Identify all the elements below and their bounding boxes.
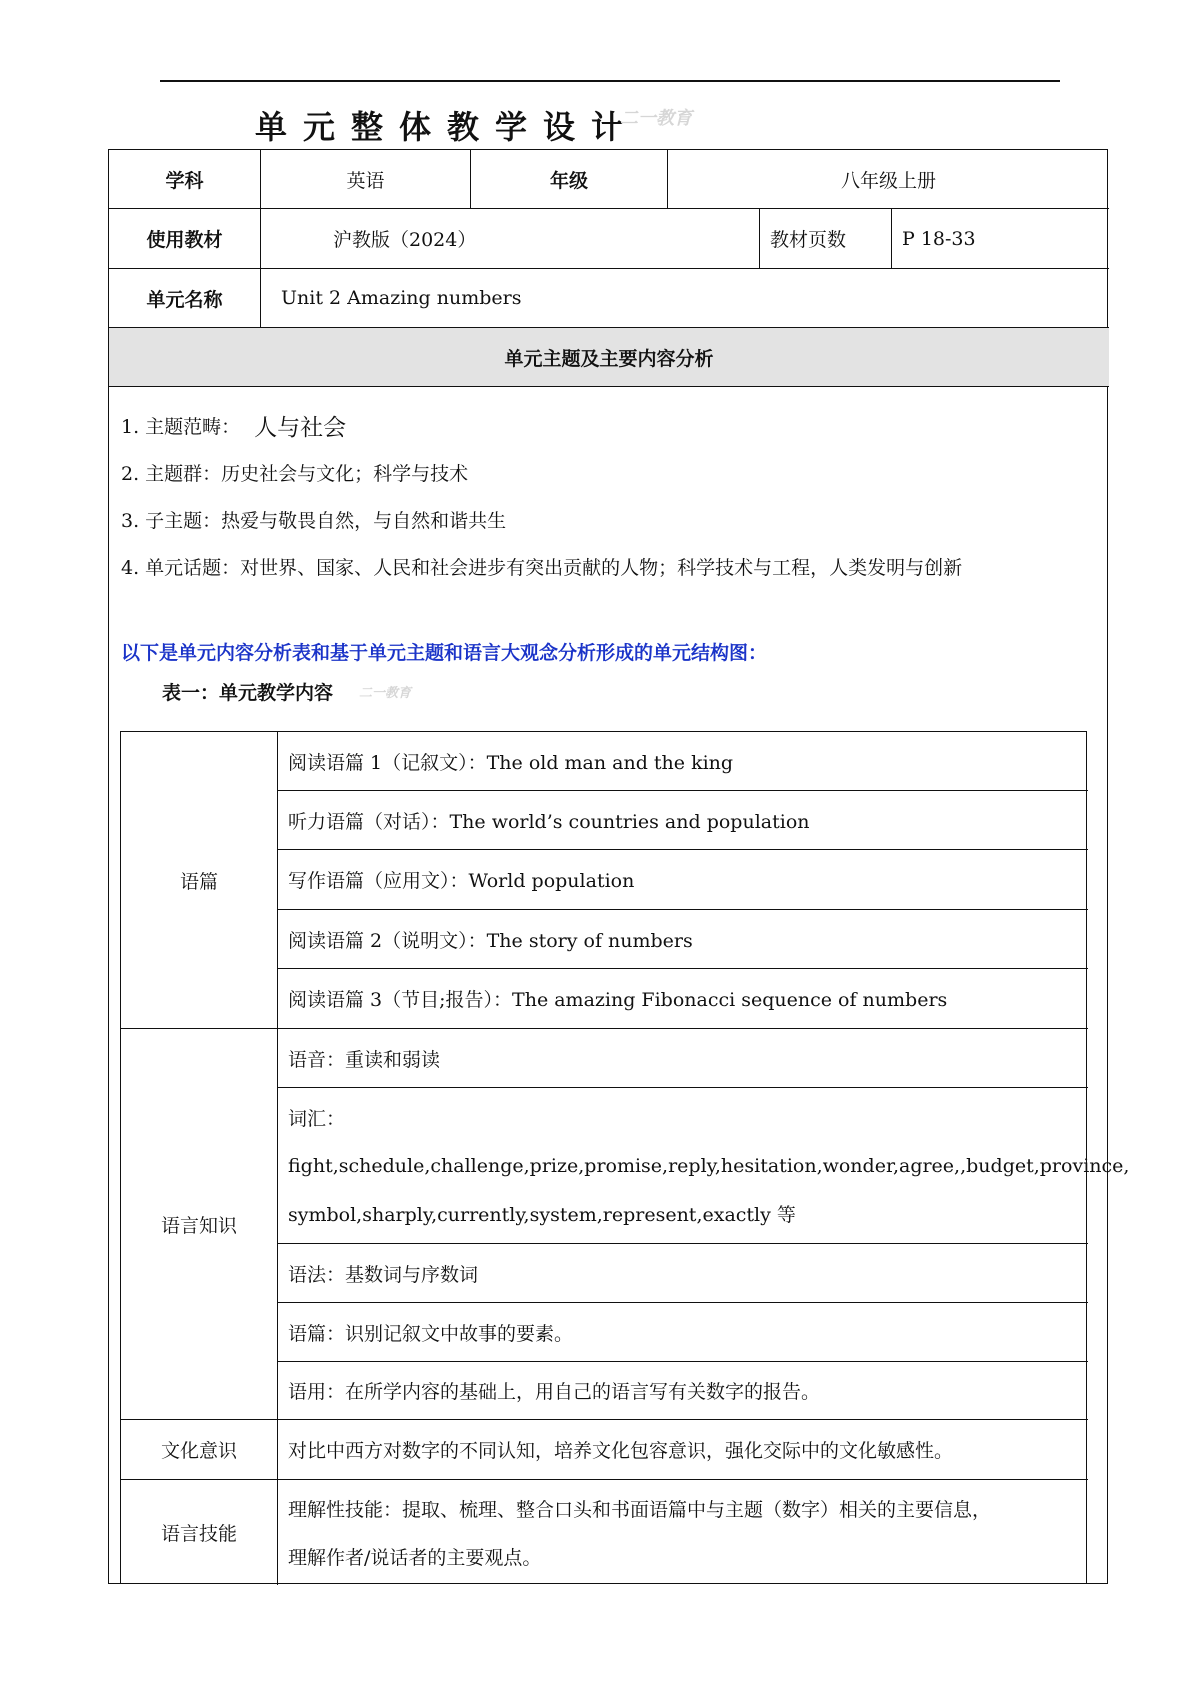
intro-note: 以下是单元内容分析表和基于单元主题和语言大观念分析形成的单元结构图： <box>121 642 768 664</box>
lesson-design-table <box>108 149 1130 1584</box>
grade-label: 年级 <box>471 150 668 209</box>
pages-value: P 18-33 <box>892 209 1109 269</box>
text-row: 阅读语篇 2（说明文）：The story of numbers <box>278 910 1088 969</box>
skills-line: 理解性技能：提取、梳理、整合口头和书面语篇中与主题（数字）相关的主要信息， <box>288 1499 992 1521</box>
vocab-label: 词汇： <box>288 1108 346 1130</box>
skills-line: 理解作者/说话者的主要观点。 <box>288 1547 542 1569</box>
textbook-value: 沪教版（2024） <box>261 209 760 269</box>
table-caption: 表一：单元教学内容 <box>162 682 334 704</box>
theme-item: 2. 主题群：历史社会与文化；科学与技术 <box>121 463 469 485</box>
usage-row: 语用：在所学内容的基础上，用自己的语言写有关数字的报告。 <box>278 1362 1088 1420</box>
skills-row <box>278 1480 1088 1585</box>
text-row: 听力语篇（对话）：The world’s countries and population <box>278 791 1088 850</box>
knowledge-label: 语言知识 <box>121 1029 278 1420</box>
theme-list <box>121 402 962 590</box>
theme-item-label: 1. 主题范畴： <box>121 416 241 438</box>
subject-value: 英语 <box>261 150 471 209</box>
culture-label: 文化意识 <box>121 1420 278 1480</box>
texts-label: 语篇 <box>121 732 278 1029</box>
theme-item: 4. 单元话题：对世界、国家、人民和社会进步有突出贡献的人物；科学技术与工程，人类发明与创新 <box>121 557 963 579</box>
discourse-row: 语篇：识别记叙文中故事的要素。 <box>278 1303 1088 1362</box>
unit-value: Unit 2 Amazing numbers <box>261 269 1109 328</box>
watermark-logo-small: 二一教育 <box>359 686 412 701</box>
skills-label: 语言技能 <box>121 1480 278 1585</box>
vocab-line: symbol,sharply,currently,system,represent,exactly 等 <box>288 1204 796 1226</box>
content-table <box>120 731 1130 1584</box>
watermark-logo: 二一教育 <box>620 108 692 129</box>
vocab-line: fight,schedule,challenge,prize,promise,reply,hesitation,wonder,agree,,budget,province, <box>288 1154 1130 1177</box>
top-rule <box>160 80 1060 82</box>
theme-item: 3. 子主题：热爱与敬畏自然，与自然和谐共生 <box>121 510 507 532</box>
theme-item <box>121 402 962 449</box>
culture-row: 对比中西方对数字的不同认知，培养文化包容意识，强化交际中的文化敏感性。 <box>278 1420 1088 1480</box>
theme-item-value: 人与社会 <box>254 415 347 441</box>
text-row: 阅读语篇 1（记叙文）：The old man and the king <box>278 732 1088 791</box>
subject-label: 学科 <box>109 150 261 209</box>
page-title: 单元整体教学设计 <box>255 108 640 146</box>
text-row: 写作语篇（应用文）：World population <box>278 850 1088 910</box>
pronunciation-row: 语音：重读和弱读 <box>278 1029 1088 1088</box>
unit-label: 单元名称 <box>109 269 261 328</box>
analysis-banner: 单元主题及主要内容分析 <box>109 328 1109 387</box>
text-row: 阅读语篇 3（节目;报告）：The amazing Fibonacci sequence of numbers <box>278 969 1088 1029</box>
vocabulary-row <box>278 1088 1130 1244</box>
textbook-label: 使用教材 <box>109 209 261 269</box>
grade-value: 八年级上册 <box>668 150 1109 209</box>
pages-label: 教材页数 <box>760 209 892 269</box>
grammar-row: 语法：基数词与序数词 <box>278 1244 1088 1303</box>
